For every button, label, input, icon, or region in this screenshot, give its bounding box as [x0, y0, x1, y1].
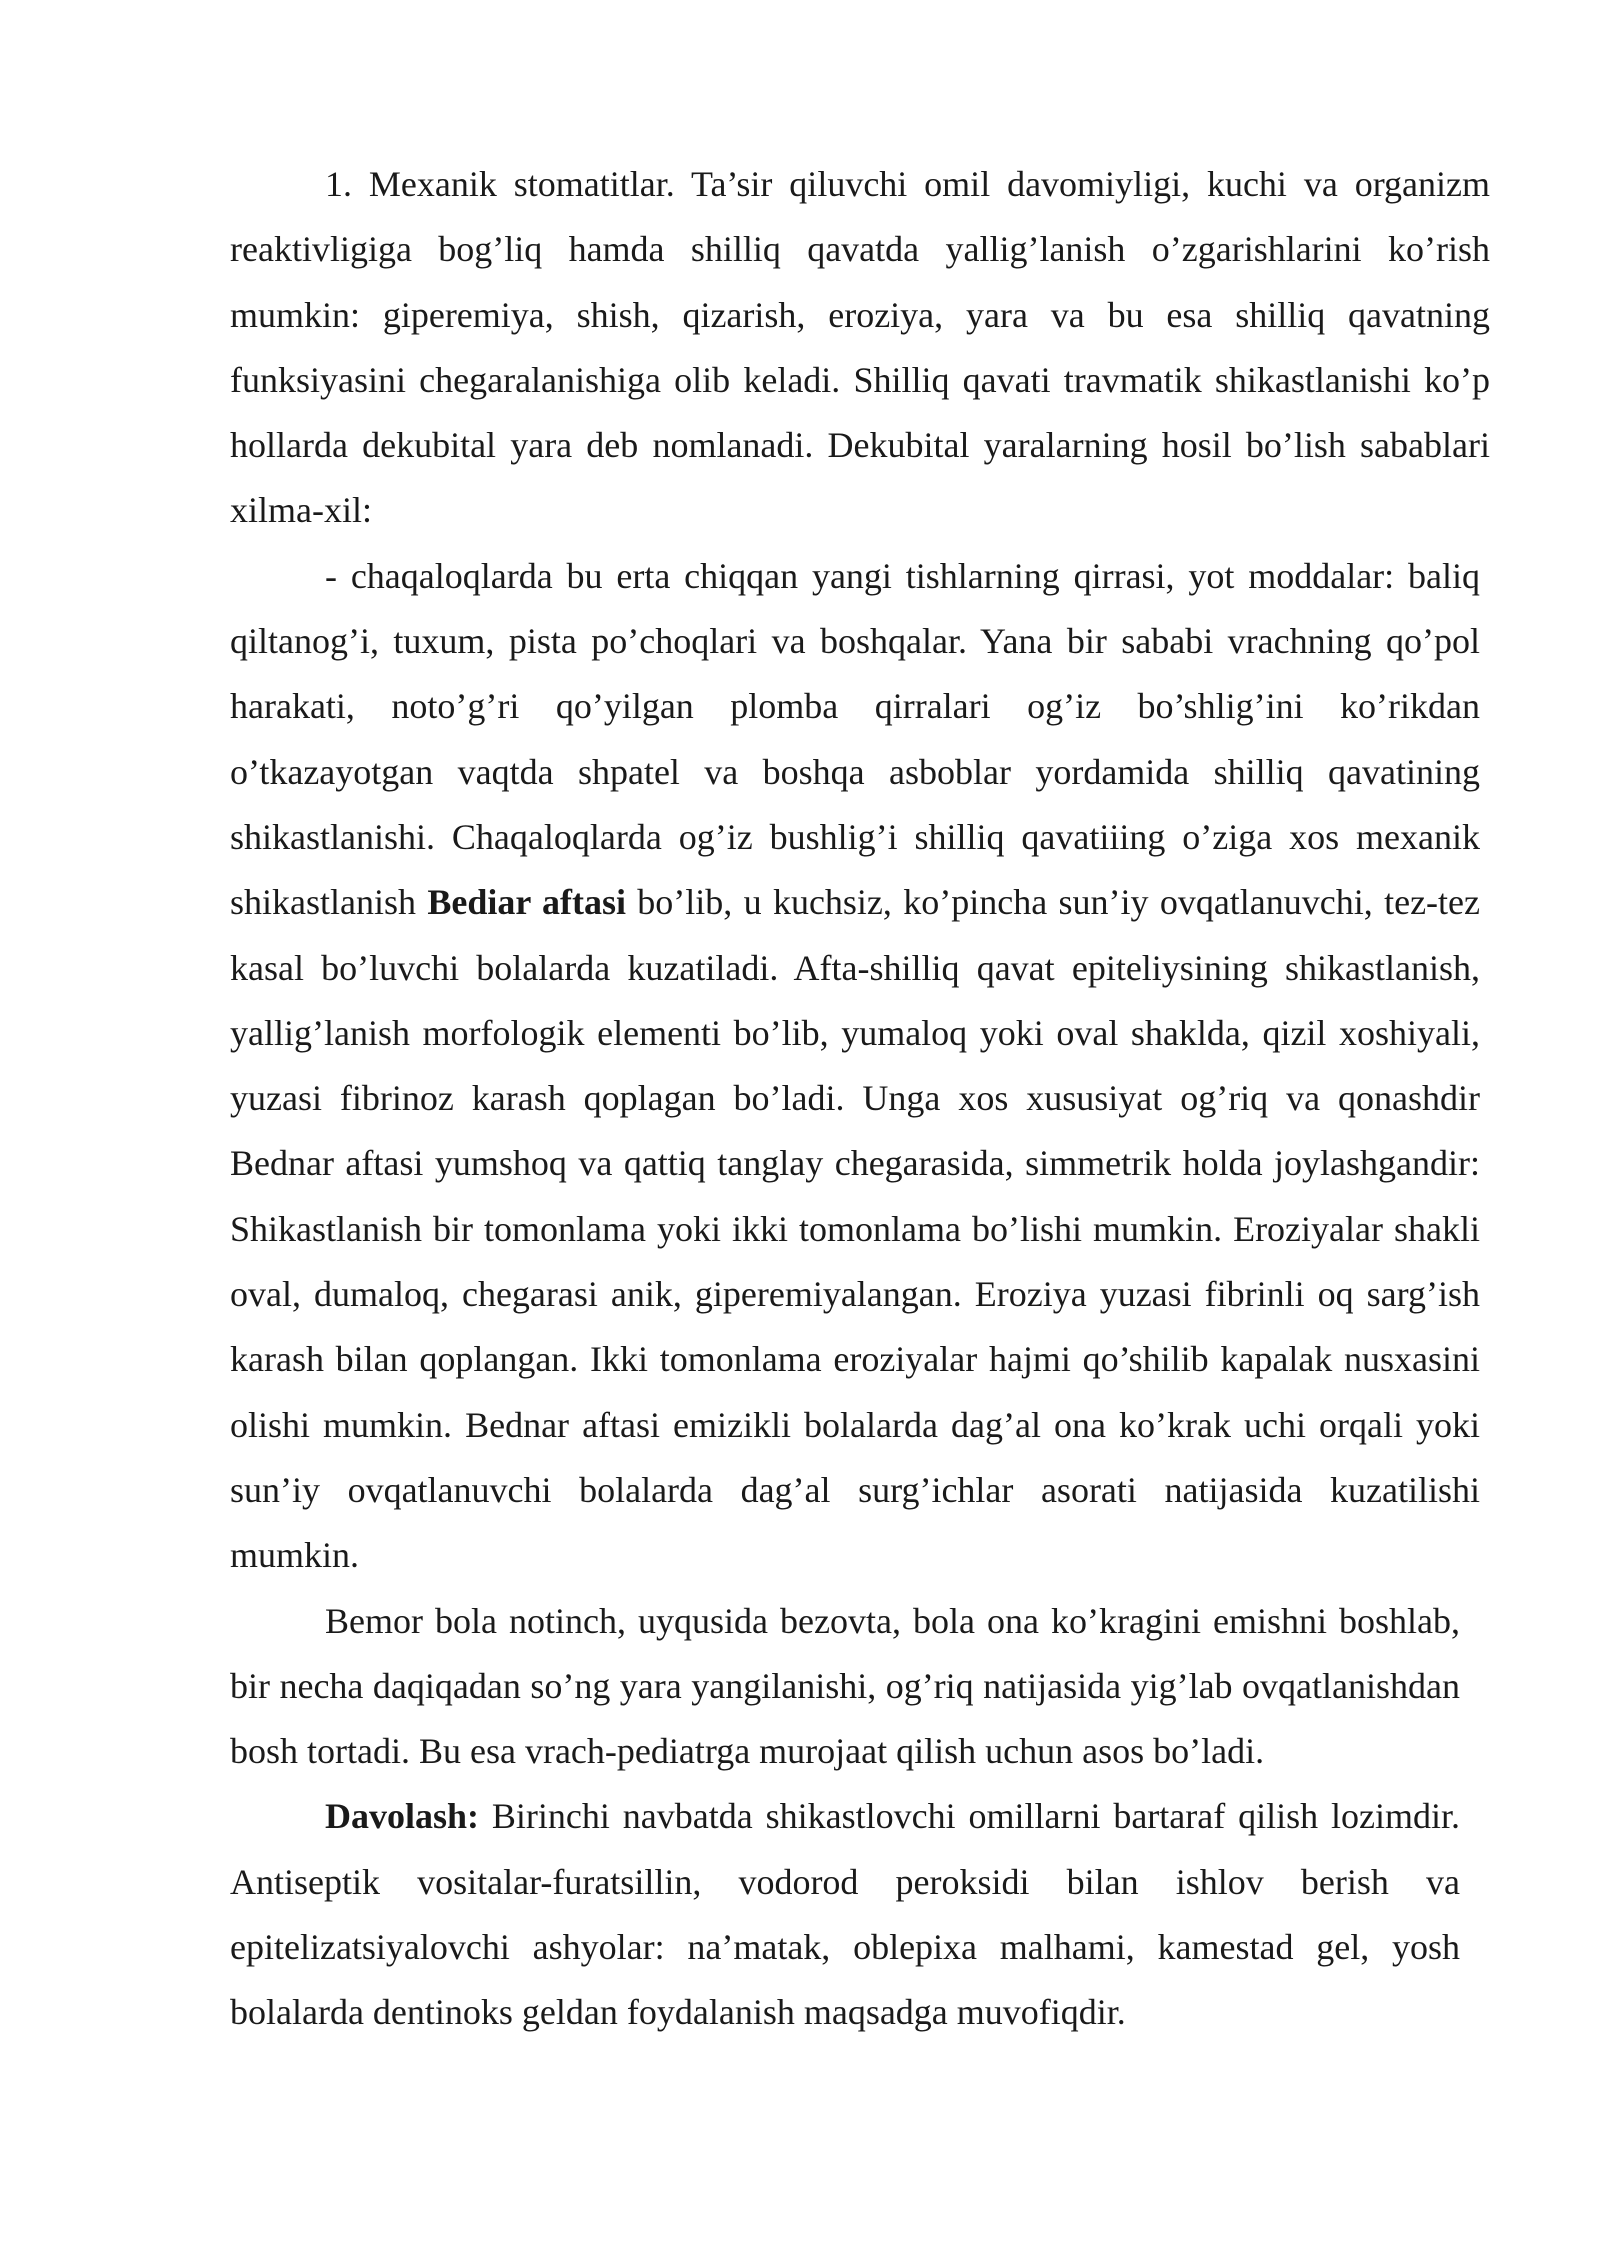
paragraph-text: - chaqaloqlarda bu erta chiqqan yangi tishlarning qirrasi, yot moddalar: baliq qiltanog’i, tuxum, pista po’choqlari va boshqalar. Yana bir sababi vrachning qo’pol harakati, noto’g’ri qo’yilgan plomba qirralari og’iz bo’shlig’ini ko’rikdan o’tkazayotgan vaqtda shpatel va boshqa asboblar yordamida shilliq qavatining shikastlanishi. Chaqaloqlarda og’iz bushlig’i shilliq qavatiiing o’ziga xos mexanik shikastlanish [230, 555, 1480, 923]
treatment-heading: Davolash: [325, 1796, 480, 1837]
paragraph-text: 1. Mexanik stomatitlar. Ta’sir qiluvchi omil davomiyligi, kuchi va organizm reaktivligiga bog’liq hamda shilliq qavatda yallig’lanish o’zgarishlarini ko’rish mumkin: giperemiya, shish, qizarish, eroziya, yara va bu esa shilliq qavatning funksiyasini chegaralanishiga olib keladi. Shilliq qavati travmatik shikastlanishi ko’p hollarda dekubital yara deb nomlanadi. Dekubital yaralarning hosil bo’lish sabablari xilma-xil: [230, 164, 1490, 531]
paragraph-text: Bemor bola notinch, uyqusida bezovta, bola ona ko’kragini emishni boshlab, bir necha daqiqadan so’ng yara yangilanishi, og’riq natijasida yig’lab ovqatlanishdan bosh tortadi. Bu esa vrach-pediatrga murojaat qilish uchun asos bo’ladi. [230, 1600, 1460, 1772]
paragraph-causes [230, 544, 1480, 1589]
paragraph-treatment [230, 1784, 1460, 2045]
paragraph-symptoms [230, 1589, 1460, 1785]
paragraph-text: bo’lib, u kuchsiz, ko’pincha sun’iy ovqatlanuvchi, tez-tez kasal bo’luvchi bolalarda kuzatiladi. Afta-shilliq qavat epiteliysining shikastlanish, yallig’lanish morfologik elementi bo’lib, yumaloq yoki oval shaklda, qizil xoshiyali, yuzasi fibrinoz karash qoplagan bo’ladi. Unga xos xususiyat og’riq va qonashdir Bednar aftasi yumshoq va qattiq tanglay chegarasida, simmetrik holda joylashgandir: Shikastlanish bir tomonlama yoki ikki tomonlama bo’lishi mumkin. Eroziyalar shakli oval, dumaloq, chegarasi anik, giperemiyalangan. Eroziya yuzasi fibrinli oq sarg’ish karash bilan qoplangan. Ikki tomonlama eroziyalar hajmi qo’shilib kapalak nusxasini olishi mumkin. Bednar aftasi emizikli bolalarda dag’al ona ko’krak uchi orqali yoki sun’iy ovqatlanuvchi bolalarda dag’al surg’ichlar asorati natijasida kuzatilishi mumkin. [230, 882, 1480, 1576]
paragraph-mechanical-stomatitis [230, 152, 1490, 544]
bednar-aphtha-term: Bediar aftasi [427, 882, 626, 923]
paragraph-text: Birinchi navbatda shikastlovchi omillarni bartaraf qilish lozimdir. Antiseptik vositalar-furatsillin, vodorod peroksidi bilan ishlov berish va epitelizatsiyalovchi ashyolar: na’matak, oblepixa malhami, kamestad gel, yosh bolalarda dentinoks geldan foydalanish maqsadga muvofiqdir. [230, 1796, 1460, 2033]
